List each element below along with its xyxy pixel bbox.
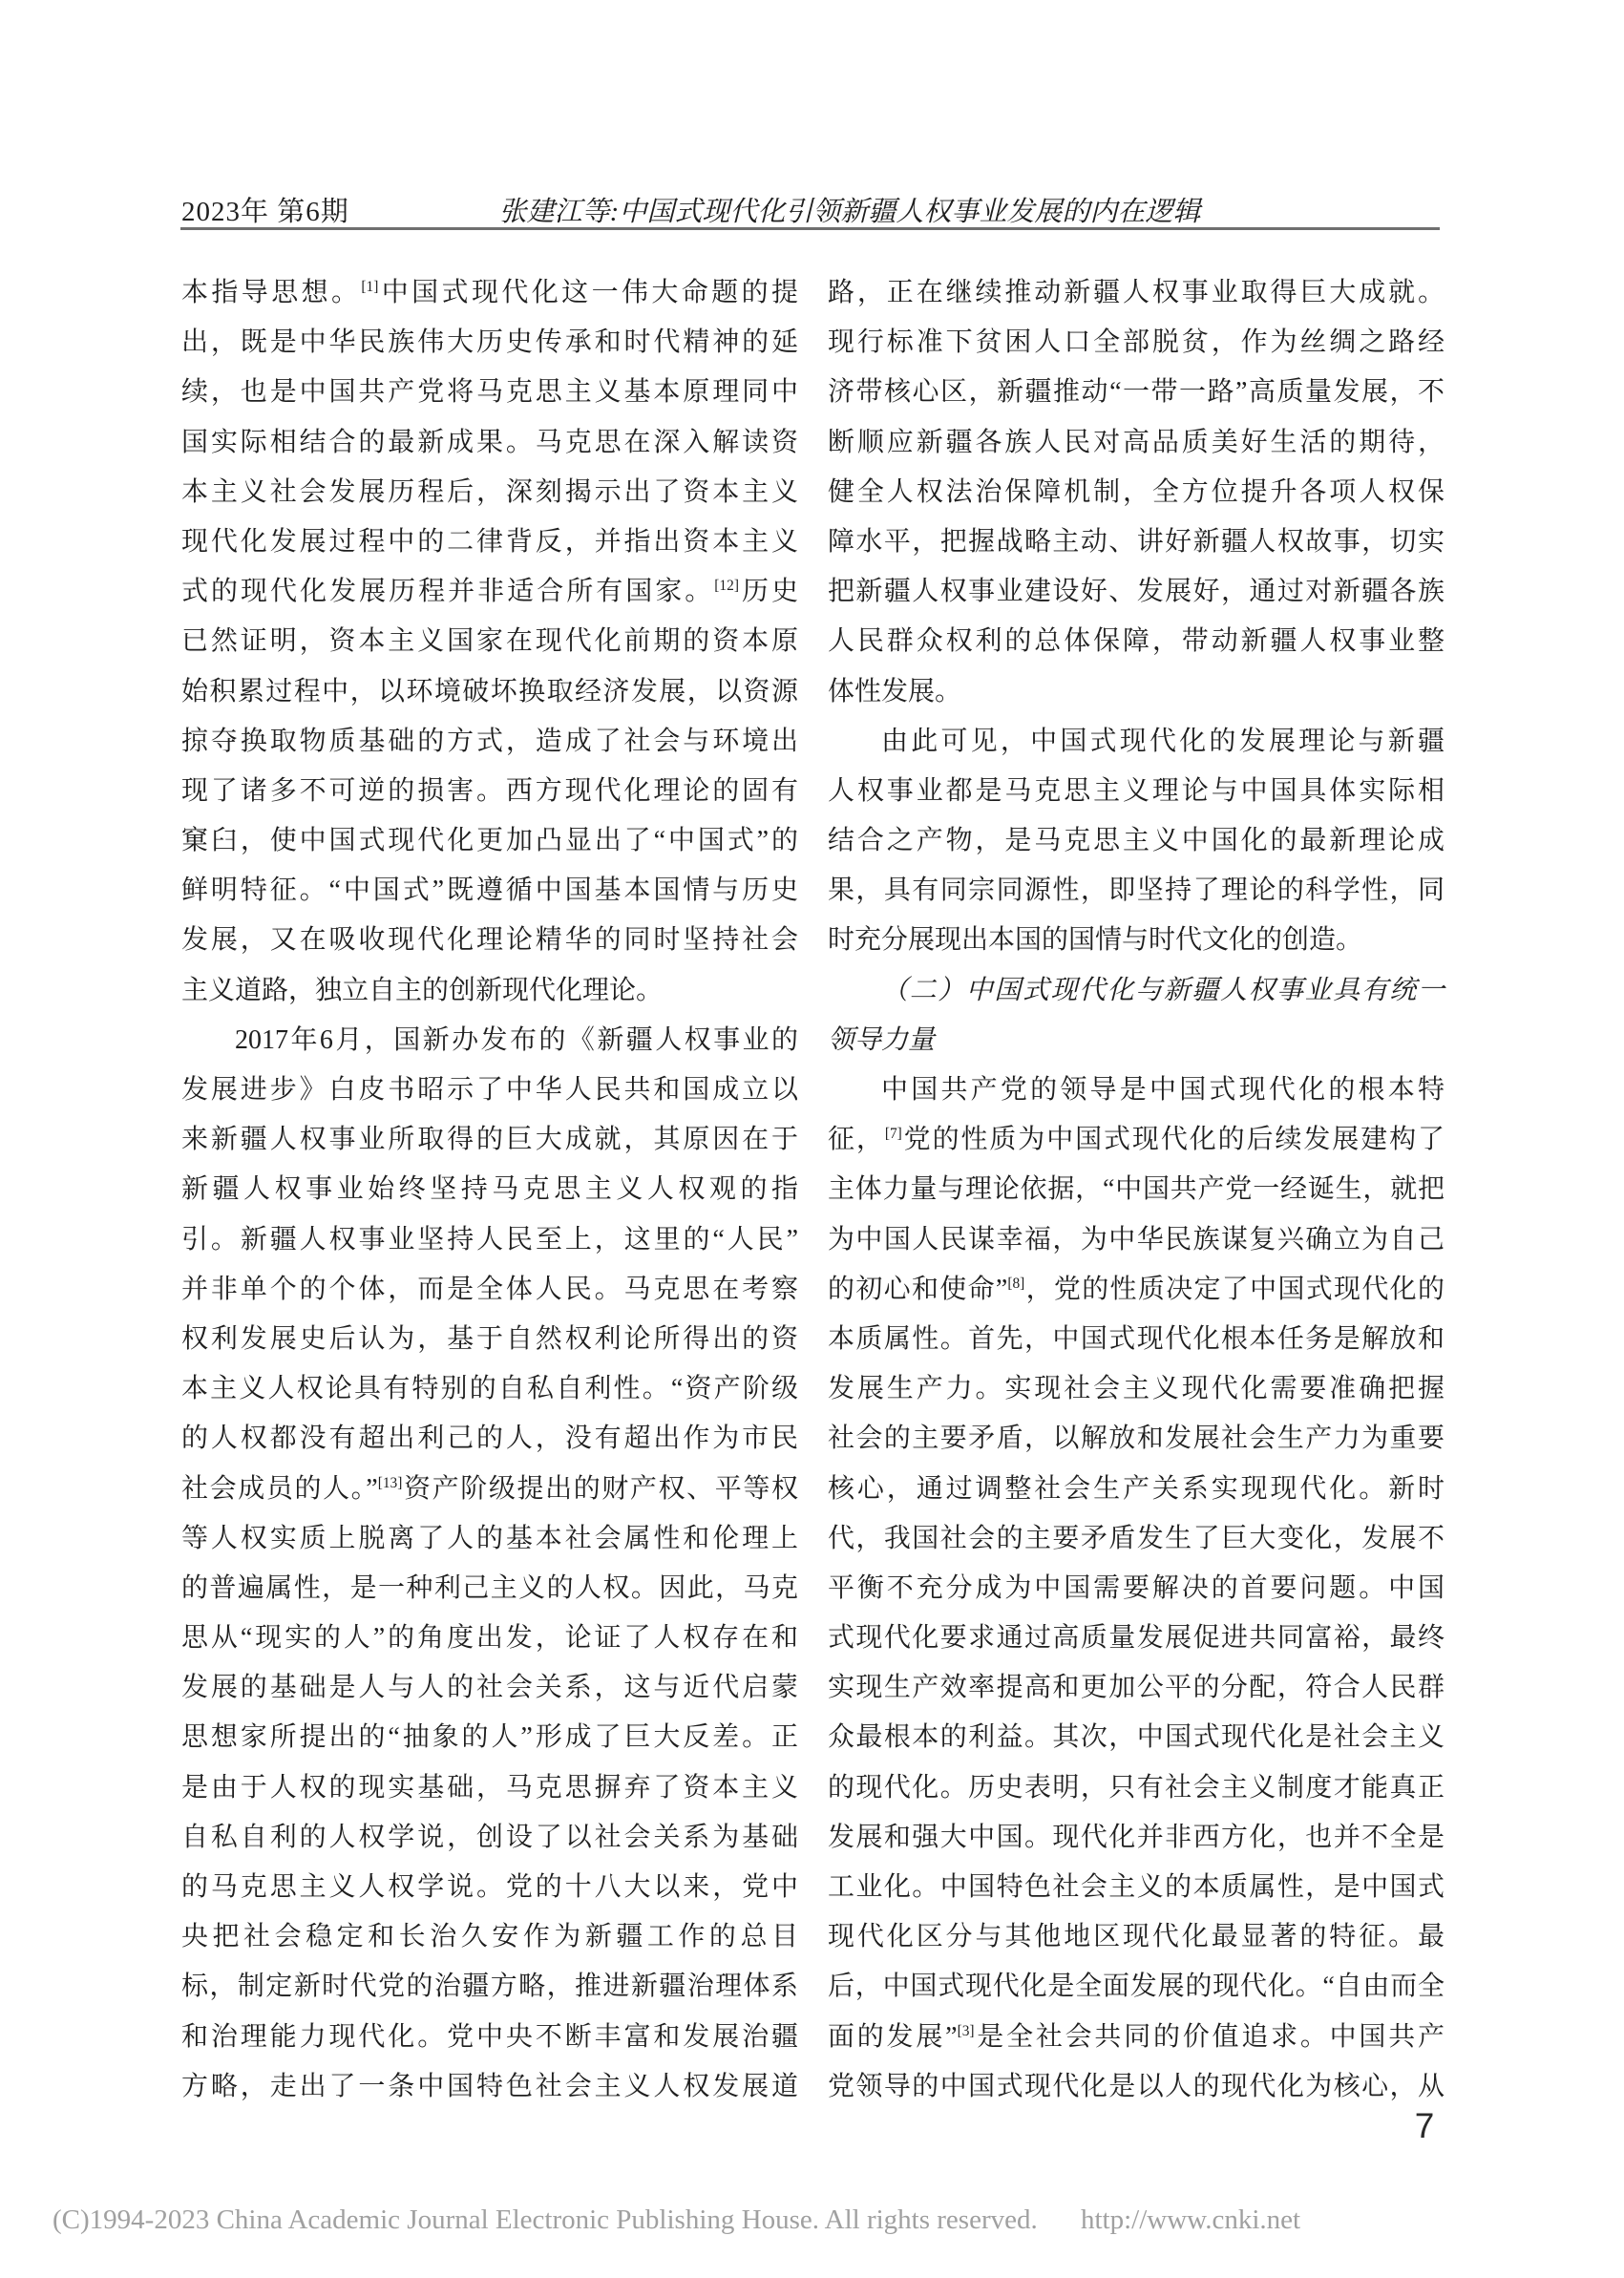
text-line: 央把社会稳定和长治久安作为新疆工作的总目 xyxy=(181,1922,798,1952)
text-line: 发展，又在吸收现代化理论精华的同时坚持社会 xyxy=(181,925,798,956)
text-line: 工业化。中国特色社会主义的本质属性，是中国式 xyxy=(828,1872,1445,1902)
issue-label: 2023年 第6期 xyxy=(181,197,349,227)
right-column xyxy=(828,268,1445,2112)
text-line: 本主义社会发展历程后，深刻揭示出了资本主义 xyxy=(181,476,798,507)
text-line: 断顺应新疆各族人民对高品质美好生活的期待， xyxy=(828,427,1445,457)
text-line: 式现代化要求通过高质量发展促进共同富裕，最终 xyxy=(828,1623,1445,1654)
running-title: 张建江等:中国式现代化引领新疆人权事业发展的内在逻辑 xyxy=(498,197,1201,227)
text-line: 本指导思想。[1]中国式现代化这一伟大命题的提 xyxy=(181,278,798,307)
section-heading-line: （二）中国式现代化与新疆人权事业具有统一 xyxy=(881,975,1445,1005)
footnote-ref: [13] xyxy=(377,1474,403,1491)
text-line: 来新疆人权事业所取得的巨大成就，其原因在于 xyxy=(181,1125,798,1155)
text-line: 障水平，把握战略主动、讲好新疆人权故事，切实 xyxy=(828,526,1445,557)
text-line: 人权事业都是马克思主义理论与中国具体实际相 xyxy=(828,775,1445,806)
header-divider xyxy=(180,227,1440,230)
text-line: 思想家所提出的“抽象的人”形成了巨大反差。正 xyxy=(181,1722,798,1753)
text-line: 现代化发展过程中的二律背反，并指出资本主义 xyxy=(181,526,798,557)
text-line: 思从“现实的人”的角度出发，论证了人权存在和 xyxy=(181,1623,798,1654)
text-line: 代，我国社会的主要矛盾发生了巨大变化，发展不 xyxy=(828,1523,1445,1553)
text-line: 平衡不充分成为中国需要解决的首要问题。中国 xyxy=(828,1572,1445,1603)
footnote-ref: [1] xyxy=(361,279,379,295)
text-line: 等人权实质上脱离了人的基本社会属性和伦理上 xyxy=(181,1523,798,1553)
text-line: 2017年6月，国新办发布的《新疆人权事业的 xyxy=(235,1024,798,1055)
footer-url: http://www.cnki.net xyxy=(1080,2204,1301,2235)
text-line: 方略，走出了一条中国特色社会主义人权发展道 xyxy=(181,2071,798,2101)
text-line: 新疆人权事业始终坚持马克思主义人权观的指 xyxy=(181,1174,798,1205)
text-line: 窠臼，使中国式现代化更加凸显出了“中国式”的 xyxy=(181,826,798,856)
text-line: 现了诸多不可逆的损害。西方现代化理论的固有 xyxy=(181,775,798,806)
text-line: 国实际相结合的最新成果。马克思在深入解读资 xyxy=(181,427,798,457)
text-line: 由此可见，中国式现代化的发展理论与新疆 xyxy=(881,726,1445,756)
text-line: 路，正在继续推动新疆人权事业取得巨大成就。 xyxy=(828,278,1445,307)
text-line: 和治理能力现代化。党中央不断丰富和发展治疆 xyxy=(181,2021,798,2052)
footnote-ref: [7] xyxy=(884,1126,902,1143)
text-line: 核心，通过调整社会生产关系实现现代化。新时 xyxy=(828,1473,1445,1504)
left-column xyxy=(181,268,798,2112)
text-line: 的马克思主义人权学说。党的十八大以来，党中 xyxy=(181,1872,798,1902)
text-line: 人民群众权利的总体保障，带动新疆人权事业整 xyxy=(828,626,1445,657)
text-line: 始积累过程中，以环境破坏换取经济发展，以资源 xyxy=(181,676,798,707)
text-line: 党领导的中国式现代化是以人的现代化为核心，从 xyxy=(828,2071,1445,2101)
text-line: 后，中国式现代化是全面发展的现代化。“自由而全 xyxy=(828,1972,1445,2002)
text-line: 果，具有同宗同源性，即坚持了理论的科学性，同 xyxy=(828,875,1445,906)
text-line: 体性发展。 xyxy=(828,676,962,707)
text-line: 中国共产党的领导是中国式现代化的根本特 xyxy=(881,1075,1445,1105)
footnote-ref: [8] xyxy=(1007,1275,1025,1292)
page-number: 7 xyxy=(1414,2106,1435,2145)
text-line: 现代化区分与其他地区现代化最显著的特征。最 xyxy=(828,1922,1445,1952)
text-line: 本主义人权论具有特别的自私自利性。“资产阶级 xyxy=(181,1374,798,1404)
text-line: 已然证明，资本主义国家在现代化前期的资本原 xyxy=(181,626,798,657)
text-line: 掠夺换取物质基础的方式，造成了社会与环境出 xyxy=(181,726,798,756)
text-line: 发展生产力。实现社会主义现代化需要准确把握 xyxy=(828,1374,1445,1404)
text-line: 发展进步》白皮书昭示了中华人民共和国成立以 xyxy=(181,1075,798,1105)
text-line: 式的现代化发展历程并非适合所有国家。[12]历史 xyxy=(181,577,798,607)
footer xyxy=(53,2204,1300,2236)
text-line: 实现生产效率提高和更加公平的分配，符合人民群 xyxy=(828,1673,1445,1703)
text-line: 权利发展史后认为，基于自然权利论所得出的资 xyxy=(181,1323,798,1354)
text-line: 引。新疆人权事业坚持人民至上，这里的“人民” xyxy=(181,1224,798,1255)
text-line: 健全人权法治保障机制，全方位提升各项人权保 xyxy=(828,476,1445,507)
footnote-ref: [3] xyxy=(957,2022,975,2039)
text-line: 主义道路，独立自主的创新现代化理论。 xyxy=(181,975,664,1005)
text-line: 鲜明特征。“中国式”既遵循中国基本国情与历史 xyxy=(181,875,798,906)
text-line: 征，[7]党的性质为中国式现代化的后续发展建构了 xyxy=(828,1125,1445,1155)
text-line: 自私自利的人权学说，创设了以社会关系为基础 xyxy=(181,1822,798,1852)
text-line: 的普遍属性，是一种利己主义的人权。因此，马克 xyxy=(181,1572,798,1603)
text-line: 时充分展现出本国的国情与时代文化的创造。 xyxy=(828,925,1363,956)
text-line: 社会的主要矛盾，以解放和发展社会生产力为重要 xyxy=(828,1424,1445,1454)
section-heading-line: 领导力量 xyxy=(828,1024,936,1055)
text-line: 本质属性。首先，中国式现代化根本任务是解放和 xyxy=(828,1323,1445,1354)
text-line: 主体力量与理论依据，“中国共产党一经诞生，就把 xyxy=(828,1174,1445,1205)
text-line: 的初心和使命”[8]，党的性质决定了中国式现代化的 xyxy=(828,1274,1445,1304)
text-line: 众最根本的利益。其次，中国式现代化是社会主义 xyxy=(828,1722,1445,1753)
text-line: 济带核心区，新疆推动“一带一路”高质量发展，不 xyxy=(828,377,1445,408)
text-line: 结合之产物，是马克思主义中国化的最新理论成 xyxy=(828,826,1445,856)
text-line: 面的发展”[3]是全社会共同的价值追求。中国共产 xyxy=(828,2021,1445,2052)
text-line: 发展的基础是人与人的社会关系，这与近代启蒙 xyxy=(181,1673,798,1703)
text-line: 把新疆人权事业建设好、发展好，通过对新疆各族 xyxy=(828,577,1445,607)
text-line: 续，也是中国共产党将马克思主义基本原理同中 xyxy=(181,377,798,408)
text-line: 现行标准下贫困人口全部脱贫，作为丝绸之路经 xyxy=(828,327,1445,358)
text-line: 的现代化。历史表明，只有社会主义制度才能真正 xyxy=(828,1772,1445,1803)
text-line: 为中国人民谋幸福，为中华民族谋复兴确立为自己 xyxy=(828,1224,1445,1255)
text-line: 出，既是中华民族伟大历史传承和时代精神的延 xyxy=(181,327,798,358)
text-line: 是由于人权的现实基础，马克思摒弃了资本主义 xyxy=(181,1772,798,1803)
text-line: 发展和强大中国。现代化并非西方化，也并不全是 xyxy=(828,1822,1445,1852)
text-line: 并非单个的个体，而是全体人民。马克思在考察 xyxy=(181,1274,798,1304)
text-line: 标，制定新时代党的治疆方略，推进新疆治理体系 xyxy=(181,1972,798,2002)
footer-copyright: (C)1994-2023 China Academic Journal Electronic Publishing House. All rights reserved. xyxy=(53,2204,1038,2235)
text-line: 的人权都没有超出利己的人，没有超出作为市民 xyxy=(181,1424,798,1454)
text-line: 社会成员的人。”[13]资产阶级提出的财产权、平等权 xyxy=(181,1473,798,1504)
footnote-ref: [12] xyxy=(714,578,739,595)
